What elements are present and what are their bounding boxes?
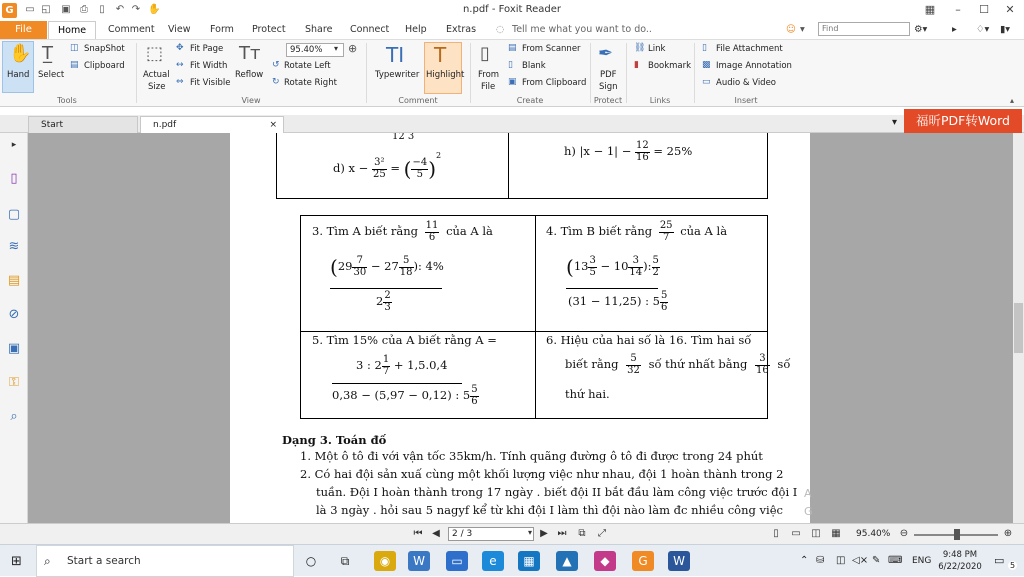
reflow-button[interactable]: Reflow <box>235 70 264 80</box>
problem-4-text: 4. Tìm B biết rằng <box>546 224 653 238</box>
pen-icon: ✒ <box>598 43 614 64</box>
p4-numerator: (13 $\frac{3}{5}$ − 10 $\frac{3}{14}$ ): $\frac{5}{2}$ <box>566 255 659 279</box>
windows-taskbar <box>0 544 1024 576</box>
p4-c-d: 2 <box>652 266 659 278</box>
keyboard-icon[interactable]: ⌨ <box>888 555 903 566</box>
vertical-scrollbar[interactable] <box>1013 133 1024 523</box>
p4-den: (31 − 11,25) : 5 <box>568 294 660 308</box>
zoom-slider-handle[interactable] <box>954 529 960 540</box>
expand-panel-icon[interactable]: ▸ <box>11 140 17 150</box>
p6-f1-n: 5 <box>626 354 641 366</box>
p4-c-n: 5 <box>652 255 659 266</box>
p4-den-d: 6 <box>660 301 668 313</box>
p6-f2-n: 3 <box>755 354 770 366</box>
p3-a-d: 30 <box>353 266 367 278</box>
search-icon: ⌕ <box>44 554 51 568</box>
divider <box>694 43 695 103</box>
image-icon: ▩ <box>702 60 711 70</box>
security-lock-icon[interactable]: ⚿ <box>9 375 19 390</box>
bookmarks-icon[interactable]: ▯ <box>10 171 18 186</box>
ribbon-home <box>0 39 1024 107</box>
p5-fraction-bar <box>332 383 462 384</box>
p3-b-n: 5 <box>399 256 414 268</box>
audio-video-button[interactable]: Audio & Video <box>716 78 777 88</box>
p4-tail: của A là <box>680 224 728 238</box>
zoom-level: 95.40% <box>856 529 891 539</box>
next-page-icon[interactable]: ▶ <box>540 528 548 539</box>
start-button[interactable] <box>0 545 36 577</box>
p3-frac-num: 11 <box>425 220 439 231</box>
first-page-icon[interactable]: ⏮ <box>413 528 423 539</box>
actual-size-label[interactable]: Actual <box>143 70 170 80</box>
camera-icon: ◫ <box>70 43 79 53</box>
rotate-left-button[interactable]: Rotate Left <box>284 61 331 71</box>
pen-tray-icon[interactable]: ✎ <box>872 555 881 566</box>
d-frac-num: 3² <box>372 158 387 170</box>
table-border <box>767 133 768 199</box>
tab-n-pdf-label: n.pdf <box>153 120 177 130</box>
p3-frac-den: 6 <box>428 231 436 243</box>
redo-icon[interactable]: ↷ <box>131 4 141 15</box>
p6-f2-d: 16 <box>756 364 769 376</box>
save-icon[interactable]: ▣ <box>61 4 71 15</box>
group-tools: Tools <box>57 96 77 105</box>
from-file-icon: ▯ <box>480 43 490 64</box>
hand-tool-icon[interactable]: ✋ <box>148 4 161 15</box>
clipboard-icon: ▤ <box>70 60 79 70</box>
problem-6-line3: thứ hai. <box>565 387 610 401</box>
search-settings-icon[interactable]: ⚙▾ <box>914 24 928 35</box>
tab-connect[interactable]: Connect <box>350 24 390 35</box>
p3-den-d: 3 <box>384 301 391 313</box>
clock-time: 9:48 PM <box>942 550 978 560</box>
problem-5-title: 5. Tìm 15% của A biết rằng A = <box>312 333 497 347</box>
document-viewport[interactable] <box>28 133 1013 523</box>
p3-fraction-bar <box>330 288 442 289</box>
tab-extras[interactable]: Extras <box>446 24 477 35</box>
from-file-label-2: File <box>481 82 496 92</box>
d-exponent: 2 <box>436 151 442 160</box>
page-number-input[interactable]: 2 / 3 <box>448 527 534 541</box>
clock-date: 6/22/2020 <box>938 562 982 572</box>
tray-chevron-icon[interactable]: ⌃ <box>800 555 809 566</box>
paste-icon: ▣ <box>508 77 517 87</box>
section-title: Dạng 3. Toán đố <box>282 433 387 447</box>
close-tab-icon[interactable]: × <box>269 120 277 130</box>
activate-windows-watermark-2: G <box>804 505 813 518</box>
open-icon[interactable]: ◱ <box>41 4 51 15</box>
windows-logo-icon: ⊞ <box>11 554 22 569</box>
pages-icon[interactable]: ▢ <box>7 207 21 222</box>
document-tab-bar <box>0 115 1024 133</box>
fit-page-button[interactable]: Fit Page <box>190 44 224 54</box>
divider <box>590 43 591 103</box>
p4-a-d: 5 <box>589 266 596 278</box>
p3-b-d: 18 <box>399 266 413 278</box>
chevron-down-icon[interactable]: ▾ <box>334 44 339 53</box>
p3-a-n: 7 <box>352 256 367 268</box>
from-file-button[interactable]: From <box>478 70 500 80</box>
bell-icon[interactable]: ♢▾ <box>976 24 990 35</box>
continuous-icon[interactable]: ▭ <box>791 528 801 539</box>
group-links: Links <box>649 96 671 105</box>
problem-h-label: h) |x − 1| − <box>564 144 632 158</box>
word-problem-2-line2: tuần. Đội I hoàn thành trong 17 ngày . biết đội II bắt đầu làm công việc trước đội I <box>316 485 798 499</box>
p6-line2c: số <box>777 357 791 371</box>
select-button[interactable]: Select <box>38 70 65 80</box>
blank-page-icon: ▯ <box>508 60 513 70</box>
tab-start[interactable]: Start <box>28 116 138 133</box>
minimize-icon[interactable]: – <box>955 3 961 16</box>
folder-icon[interactable]: ▭ <box>25 4 35 15</box>
single-page-icon[interactable]: ▯ <box>773 528 779 539</box>
notification-count: 5 <box>1010 561 1016 570</box>
problem-3-title <box>312 221 493 243</box>
divider <box>136 43 137 103</box>
p5-num: 3 : 2 <box>356 358 382 372</box>
fit-visible-icon: ⇔ <box>176 77 184 87</box>
table-divider <box>535 215 536 419</box>
activate-windows-watermark: A <box>804 487 812 500</box>
copy-view-icon[interactable]: ⧉ <box>578 528 586 539</box>
from-clipboard-button[interactable]: From Clipboard <box>522 78 587 88</box>
fit-width-button[interactable]: Fit Width <box>190 61 228 71</box>
chevron-down-icon[interactable]: ▾ <box>527 528 532 537</box>
p4-a-n: 3 <box>589 255 596 266</box>
signature-icon[interactable]: ▣ <box>7 341 21 356</box>
menu-bar <box>0 21 1024 39</box>
link-icon: ⛓ <box>634 43 646 53</box>
p4-frac-num: 25 <box>659 220 673 231</box>
divider <box>626 43 627 103</box>
word-problem-2-line1: 2. Có hai đội sản xuấ cùng một khối lượng việc như nhau, đội 1 hoàn thành trong 2 <box>300 467 784 481</box>
attachments-icon[interactable]: ⊘ <box>8 307 20 322</box>
store-icon[interactable]: ▦ <box>518 551 540 571</box>
maximize-icon[interactable]: ☐ <box>979 3 989 16</box>
tray-icon[interactable]: ⛁ <box>816 555 825 566</box>
p4-minus: − 10 <box>600 259 629 273</box>
tab-file[interactable]: File <box>0 21 47 39</box>
zoom-input[interactable]: 95.40% <box>286 43 344 57</box>
p5-num-d: 7 <box>382 365 390 377</box>
link-button[interactable]: Link <box>648 44 666 54</box>
p4-frac-den: 7 <box>662 231 670 243</box>
tab-protect[interactable]: Protect <box>252 24 286 35</box>
word-problem-1: 1. Một ô tô đi với vận tốc 35km/h. Tính quãng đường ô tô đi được trong 24 phút <box>300 449 763 463</box>
d-frac-den: 25 <box>372 168 386 180</box>
actual-size-icon: ⬚ <box>146 43 164 64</box>
group-view: View <box>241 96 261 105</box>
p5-den-n: 5 <box>471 384 478 395</box>
fit-width-icon: ↔ <box>176 60 184 70</box>
p5-denominator <box>332 385 479 407</box>
tab-home[interactable]: Home <box>48 21 96 39</box>
highlight-icon: T <box>434 43 447 67</box>
fullscreen-icon[interactable]: ⤢ <box>598 528 606 539</box>
p4-a: 13 <box>573 259 589 273</box>
status-bar <box>0 523 1024 544</box>
back-icon[interactable]: ▸ <box>952 24 957 35</box>
h-frac-den: 16 <box>636 151 649 163</box>
problem-3-text: 3. Tìm A biết rằng <box>312 224 419 238</box>
p4-b-n: 3 <box>628 256 643 268</box>
d-inner-den: 5 <box>416 168 424 180</box>
collapse-ribbon-icon[interactable]: ▴ <box>1010 96 1015 105</box>
volume-mute-icon[interactable]: ◁× <box>852 555 869 566</box>
p3-den-whole: 2 <box>376 294 384 308</box>
h-rest: = 25% <box>653 144 693 158</box>
bookmark-button[interactable]: Bookmark <box>648 61 692 71</box>
p4-den-n: 5 <box>660 290 668 301</box>
p3-den-n: 2 <box>384 290 391 301</box>
skin-icon[interactable]: ▾ <box>800 24 805 35</box>
network-icon[interactable]: ◫ <box>836 555 846 566</box>
notification-icon[interactable]: ▭ <box>994 554 1005 567</box>
p4-b-d: 14 <box>629 266 643 278</box>
feedback-icon[interactable]: ☺ <box>786 24 796 35</box>
ad-banner[interactable]: 福昕PDF转Word <box>904 109 1022 133</box>
hand-label: Hand <box>7 70 30 80</box>
p5-den-d: 6 <box>471 395 478 407</box>
print-icon[interactable]: ⎙ <box>80 4 88 15</box>
problem-6-line2 <box>565 354 790 376</box>
problem-d-label: d) x <box>333 161 355 175</box>
p6-f1-d: 32 <box>627 364 640 376</box>
prev-page-icon[interactable]: ◀ <box>432 528 440 539</box>
chrome-icon[interactable]: ◉ <box>374 551 396 571</box>
partial-fraction: 12 3 <box>392 133 415 142</box>
actual-size-label-2: Size <box>148 82 166 92</box>
p6-line2a: biết rằng <box>565 357 619 371</box>
tell-me-input[interactable]: Tell me what you want to do.. <box>512 24 652 35</box>
explorer-icon[interactable]: ▭ <box>446 551 468 571</box>
group-insert: Insert <box>734 96 758 105</box>
problem-h <box>564 141 692 163</box>
fit-visible-button[interactable]: Fit Visible <box>190 78 231 88</box>
task-view-icon[interactable]: ⧉ <box>340 554 350 568</box>
page-icon[interactable]: ▯ <box>99 4 105 15</box>
photos-icon[interactable]: ▲ <box>556 551 578 571</box>
language-indicator[interactable]: ENG <box>912 556 932 566</box>
zoom-out-icon[interactable]: ⊖ <box>899 528 909 539</box>
continuous-facing-icon[interactable]: ▦ <box>831 528 841 539</box>
divider <box>366 43 367 103</box>
account-icon[interactable]: ▮▾ <box>1000 24 1010 35</box>
p4-denominator <box>568 291 668 313</box>
comments-icon[interactable]: ▤ <box>7 273 21 288</box>
foxit-taskbar-icon[interactable]: G <box>632 551 654 571</box>
table-divider <box>300 331 768 332</box>
rotate-right-icon: ↻ <box>272 77 280 87</box>
image-annotation-button[interactable]: Image Annotation <box>716 61 792 71</box>
foxit-app-icon[interactable]: G <box>2 3 17 18</box>
window-title: n.pdf - Foxit Reader <box>462 4 562 15</box>
rotate-right-button[interactable]: Rotate Right <box>284 78 337 88</box>
tab-n-pdf[interactable] <box>140 116 284 133</box>
p3-minus: − 27 <box>370 259 399 273</box>
tab-share[interactable]: Share <box>305 24 333 35</box>
p3-tail: của A là <box>446 224 493 238</box>
p4-div: ): <box>643 259 652 273</box>
lightbulb-icon: ◌ <box>496 24 505 35</box>
title-bar <box>0 0 1024 21</box>
paint-icon[interactable]: ◆ <box>594 551 616 571</box>
reflow-icon: Tт <box>239 43 261 64</box>
table-border <box>276 198 768 199</box>
facing-icon[interactable]: ◫ <box>811 528 821 539</box>
tab-view[interactable]: View <box>168 24 191 35</box>
video-icon: ▭ <box>702 77 711 87</box>
snapshot-button[interactable]: SnapShot <box>84 44 125 54</box>
p5-den: 0,38 − (5,97 − 0,12) : 5 <box>332 388 471 402</box>
table-border <box>276 133 277 199</box>
typewriter-icon: TI <box>386 43 405 67</box>
search-document-icon[interactable]: ⌕ <box>10 409 18 424</box>
tab-list-icon[interactable]: ▾ <box>892 117 898 128</box>
p5-num-tail: + 1,5.0,4 <box>393 358 448 372</box>
p5-numerator <box>356 355 447 377</box>
scanner-icon: ▤ <box>508 43 517 53</box>
cortana-icon[interactable]: ○ <box>305 554 317 568</box>
group-comment: Comment <box>398 96 438 105</box>
p5-num-n: 1 <box>382 354 390 365</box>
edge-icon[interactable]: e <box>482 551 504 571</box>
h-frac-num: 12 <box>636 140 649 151</box>
tab-form[interactable]: Form <box>210 24 234 35</box>
group-protect: Protect <box>593 96 623 105</box>
scrollbar-thumb[interactable] <box>1014 303 1023 353</box>
pdf-page <box>230 133 810 523</box>
word-taskbar-icon[interactable]: W <box>668 551 690 571</box>
p3-num-a: 29 <box>337 259 353 273</box>
word-problem-2-line3: là 3 ngày . hỏi sau 5 nagyf kể từ khi đội I làm thì đội nào làm đc nhiều công việc <box>316 503 783 517</box>
tab-help[interactable]: Help <box>405 24 427 35</box>
fit-page-icon: ✥ <box>176 43 184 53</box>
last-page-icon[interactable]: ⏭ <box>557 528 567 539</box>
table-border <box>508 133 509 199</box>
file-attachment-button[interactable]: File Attachment <box>716 44 783 54</box>
rotate-left-icon: ↺ <box>272 60 280 70</box>
taskbar-search[interactable]: Start a search <box>36 545 294 577</box>
problem-4-title <box>546 221 727 243</box>
layers-icon[interactable]: ≋ <box>8 239 20 254</box>
pdf-sign-button[interactable]: PDF <box>600 70 617 80</box>
from-scanner-button[interactable]: From Scanner <box>522 44 581 54</box>
group-create: Create <box>516 96 544 105</box>
close-icon[interactable]: ✕ <box>1005 3 1015 16</box>
navigation-panel <box>0 133 28 523</box>
problem-d: d) x − $\frac{\text{3²}}{25}$ = ( $\frac{-4}{5}$ )$^2$ <box>333 151 442 181</box>
p3-denominator <box>376 291 392 313</box>
problem-6-line1: 6. Hiệu của hai số là 16. Tìm hai số <box>546 333 752 347</box>
p3-pct: ): 4% <box>413 259 444 273</box>
select-cursor-icon[interactable]: T̲ <box>42 43 53 64</box>
find-input[interactable]: Find <box>818 22 910 36</box>
d-inner-num: −4 <box>412 157 428 168</box>
attachment-icon: ▯ <box>702 43 707 53</box>
pdf-sign-label-2: Sign <box>599 82 618 92</box>
p4-fraction-bar <box>566 288 658 289</box>
undo-icon[interactable]: ↶ <box>115 4 125 15</box>
hand-icon: ✋ <box>9 43 32 64</box>
zoom-in-icon[interactable]: ⊕ <box>1003 528 1013 539</box>
zoom-in-icon[interactable]: ⊕ <box>348 42 358 55</box>
system-clock[interactable] <box>934 549 986 573</box>
p3-numerator: (29 $\frac{7}{30}$ − 27 $\frac{5}{18}$ ): 4% <box>330 255 444 279</box>
clipboard-button[interactable]: Clipboard <box>84 61 125 71</box>
d-equals: = <box>390 161 400 175</box>
typewriter-button[interactable]: Typewriter <box>375 70 420 80</box>
ribbon-display-icon[interactable]: ▦ <box>924 3 936 16</box>
blank-button[interactable]: Blank <box>522 61 546 71</box>
tab-comment[interactable]: Comment <box>108 24 155 35</box>
bookmark-icon: ▮ <box>634 60 639 70</box>
highlight-label: Highlight <box>426 70 465 80</box>
word-app-icon[interactable]: W <box>408 551 430 571</box>
divider <box>470 43 471 103</box>
p6-line2b: số thứ nhất bằng <box>648 357 748 371</box>
